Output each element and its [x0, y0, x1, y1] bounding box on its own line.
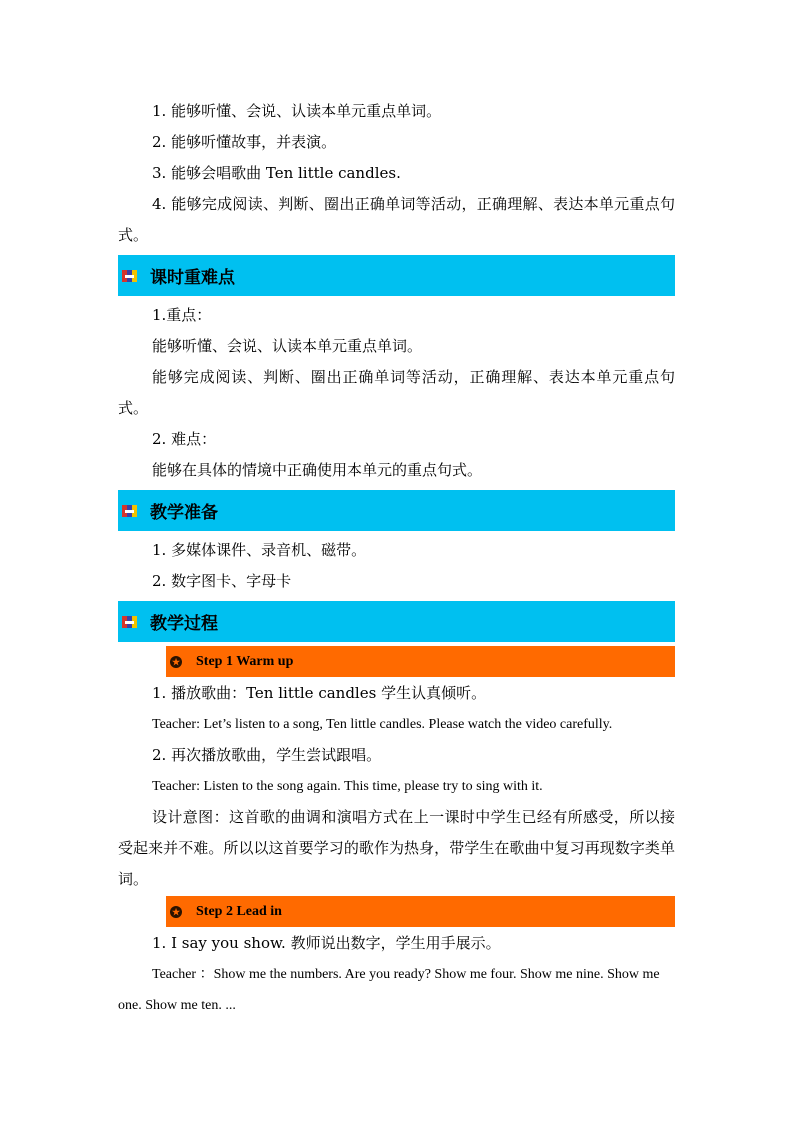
step1-design-intent: 设计意图：这首歌的曲调和演唱方式在上一课时中学生已经有所感受，所以接受起来并不难。所以以这首要学习的歌作为热身，带学生在歌曲中复习再现数字类单词。	[118, 808, 675, 888]
prep-item-2: 2. 数字图卡、字母卡	[152, 572, 292, 590]
star-circle-icon: ★	[171, 906, 181, 917]
section-heading-preparation	[118, 490, 675, 531]
section-heading-process	[118, 601, 675, 642]
difficulty-label: 2. 难点：	[152, 430, 217, 448]
step1-line-3: 2. 再次播放歌曲，学生尝试跟唱。	[152, 746, 382, 764]
section-title: 教学过程	[150, 614, 218, 634]
step-title: Step 1 Warm up	[196, 653, 294, 669]
step1-line-4: Teacher: Listen to the song again. This time, please try to sing with it.	[152, 779, 543, 794]
prep-item-1: 1. 多媒体课件、录音机、磁带。	[152, 541, 367, 559]
key-point-2: 能够完成阅读、判断、圈出正确单词等活动，正确理解、表达本单元重点句式。	[118, 368, 675, 417]
step-title: Step 2 Lead in	[196, 903, 282, 919]
section-heading-key-points	[118, 255, 675, 296]
book-stack-icon	[122, 268, 138, 284]
step-heading-1	[166, 646, 675, 677]
objective-4: 4. 能够完成阅读、判断、圈出正确单词等活动，正确理解、表达本单元重点句式。	[118, 195, 675, 244]
key-point-1: 能够听懂、会说、认读本单元重点单词。	[152, 337, 423, 355]
star-circle-icon: ★	[171, 656, 181, 667]
step2-line-1: 1. I say you show. 教师说出数字，学生用手展示。	[152, 934, 501, 952]
book-stack-icon	[122, 614, 138, 630]
step1-line-1: 1. 播放歌曲：Ten little candles 学生认真倾听。	[152, 684, 487, 702]
section-title: 课时重难点	[150, 268, 235, 288]
section-title: 教学准备	[150, 503, 218, 523]
objective-3: 3. 能够会唱歌曲 Ten little candles.	[152, 164, 401, 182]
document-body	[118, 96, 675, 1021]
objective-1: 1. 能够听懂、会说、认读本单元重点单词。	[152, 102, 442, 120]
key-label: 1.重点：	[152, 306, 212, 324]
step-heading-2	[166, 896, 675, 927]
objective-2: 2. 能够听懂故事，并表演。	[152, 133, 337, 151]
difficulty-1: 能够在具体的情境中正确使用本单元的重点句式。	[152, 461, 483, 479]
step1-line-2: Teacher: Let’s listen to a song, Ten little candles. Please watch the video carefully.	[152, 717, 613, 732]
book-stack-icon	[122, 503, 138, 519]
step2-line-2: Teacher ：Show me the numbers. Are you ready? Show me four. Show me nine. Show me one. Show me ten. ...	[118, 967, 660, 1013]
